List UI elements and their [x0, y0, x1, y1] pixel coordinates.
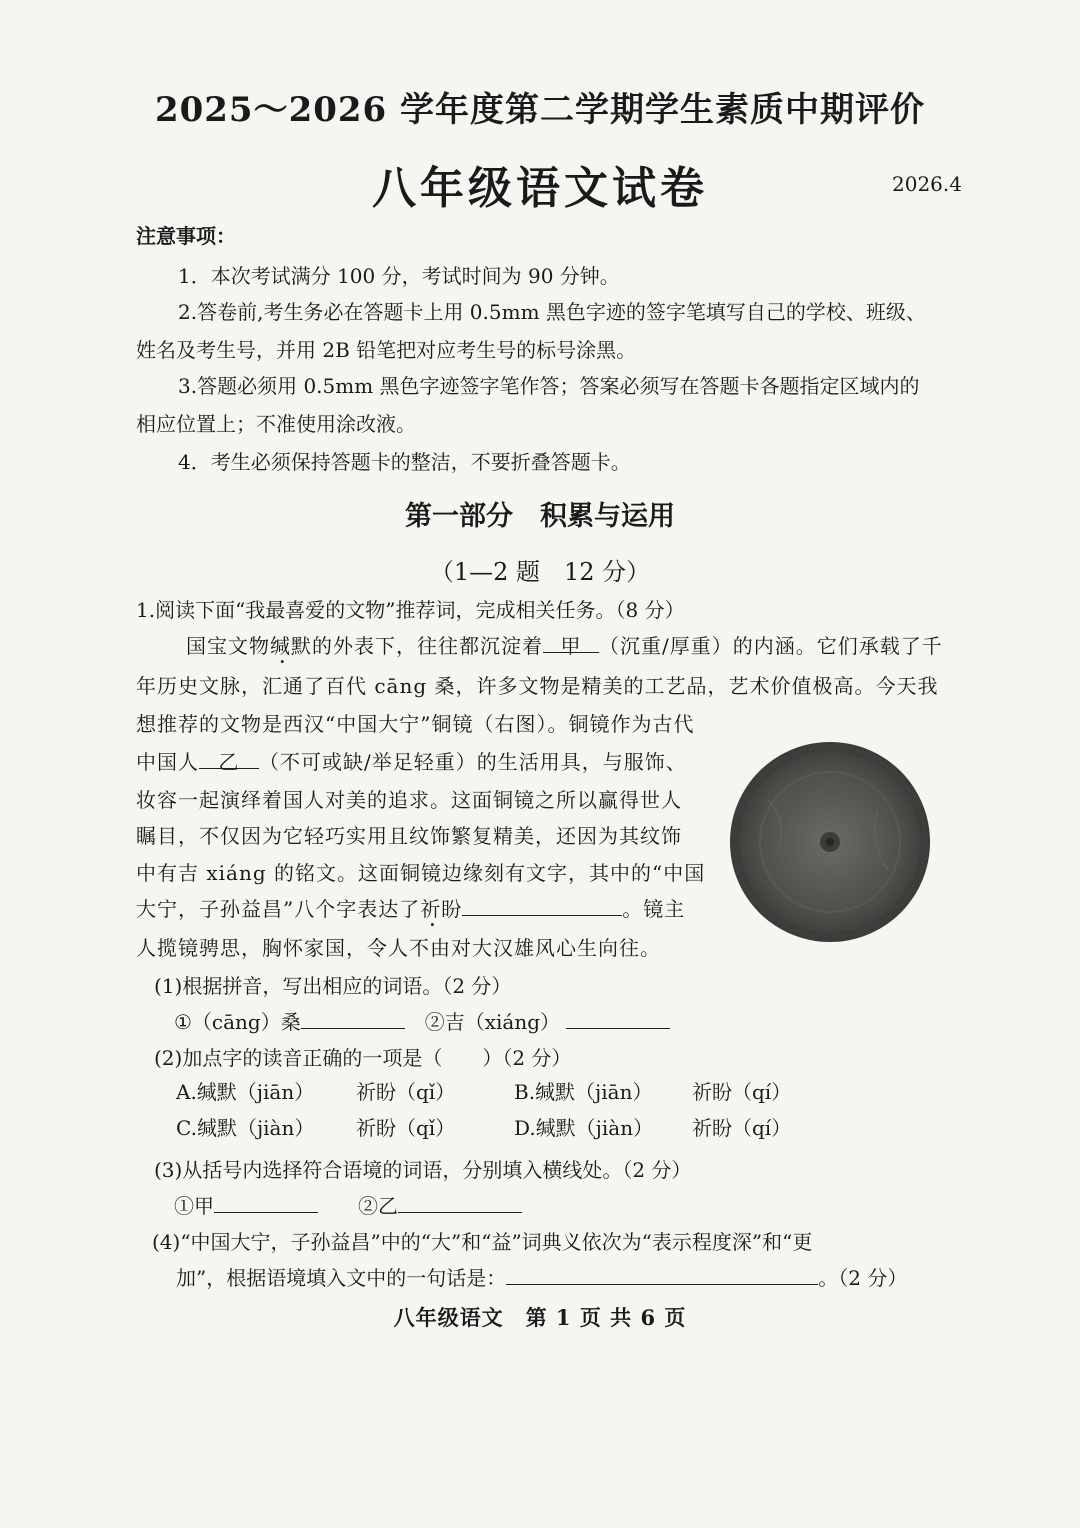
note-item-2b: 姓名及考生号，并用 2B 铅笔把对应考生号的标号涂黑。: [136, 338, 637, 362]
note-item-4: 4．考生必须保持答题卡的整洁，不要折叠答题卡。: [178, 450, 631, 474]
section-subtitle: （1—2 题 12 分）: [429, 558, 651, 586]
note-item-2a: 2.答卷前,考生务必在答题卡上用 0.5mm 黑色字迹的签字笔填写自己的学校、班级、: [178, 300, 926, 324]
sub-question-4-line1: (4)“中国大宁，子孙益昌”中的“大”和“益”词典义依次为“表示程度深”和“更: [152, 1230, 813, 1254]
passage-text: 盼: [441, 897, 463, 921]
passage-line-1: [186, 630, 943, 659]
passage-line-4: [136, 746, 687, 775]
bronze-mirror-image: [728, 740, 932, 944]
sub1-label-b: ②吉（xiáng）: [424, 1010, 561, 1034]
sub-question-1: (1)根据拼音，写出相应的词语。（2 分）: [154, 974, 512, 998]
sub-question-4-line2: [176, 1262, 907, 1291]
answer-blank-yi[interactable]: [398, 1190, 522, 1213]
passage-line-9: 人揽镜骋思，胸怀家国，令人不由对大汉雄风心生向往。: [136, 936, 661, 960]
sub3-label-jia: ①甲: [174, 1194, 214, 1218]
section-title: 第一部分 积累与运用: [405, 501, 675, 532]
sub3-label-yi: ②乙: [358, 1194, 398, 1218]
passage-text: 国宝文物: [186, 634, 270, 658]
option-b-word2: 祈盼（qí）: [692, 1080, 792, 1104]
note-item-1: 1．本次考试满分 100 分，考试时间为 90 分钟。: [178, 264, 620, 288]
sub-question-3: (3)从括号内选择符合语境的词语，分别填入横线处。（2 分）: [154, 1158, 692, 1182]
option-d-word1[interactable]: D.缄默（jiàn）: [514, 1116, 654, 1140]
option-b-word1[interactable]: B.缄默（jiān）: [514, 1080, 653, 1104]
sub-question-2: (2)加点字的读音正确的一项是（ ）（2 分）: [154, 1046, 572, 1070]
passage-text: 中国人: [136, 750, 199, 774]
option-c-word2: 祈盼（qǐ）: [356, 1116, 456, 1140]
passage-line-7: 中有吉 xiáng 的铭文。这面铜镜边缘刻有文字，其中的“中国: [136, 861, 706, 885]
note-item-3b: 相应位置上；不准使用涂改液。: [136, 412, 416, 436]
passage-line-6: 瞩目，不仅因为它轻巧实用且纹饰繁复精美，还因为其纹饰: [136, 824, 682, 848]
answer-blank-jia[interactable]: [214, 1190, 318, 1213]
option-a-word2: 祈盼（qǐ）: [356, 1080, 456, 1104]
option-d-word2: 祈盼（qí）: [692, 1116, 792, 1140]
exam-date: 2026.4: [892, 172, 962, 196]
passage-line-8: [136, 893, 685, 922]
blank-wish[interactable]: [462, 893, 622, 916]
passage-text: 大宁，子孙益昌”八个字表达了: [136, 897, 421, 921]
option-c-word1[interactable]: C.缄默（jiàn）: [176, 1116, 315, 1140]
question-1-prompt: 1.阅读下面“我最喜爱的文物”推荐词，完成相关任务。（8 分）: [136, 598, 685, 622]
answer-blank-jixiang[interactable]: [566, 1006, 670, 1029]
passage-text: 默的外表下，往往都沉淀着: [291, 634, 543, 658]
sub-question-3-line: [174, 1190, 522, 1219]
passage-line-2: 年历史文脉，汇通了百代 cāng 桑，许多文物是精美的工艺品，艺术价值极高。今天我: [136, 674, 939, 698]
sub4-text: 加”，根据语境填入文中的一句话是：: [176, 1266, 507, 1290]
option-a-word1[interactable]: A.缄默（jiān）: [176, 1080, 315, 1104]
answer-blank-cangsang[interactable]: [301, 1006, 405, 1029]
exam-title-line2: 八年级语文试卷: [372, 163, 708, 214]
answer-blank-sentence[interactable]: [506, 1262, 818, 1285]
sub4-score: 。（2 分）: [818, 1266, 908, 1290]
passage-line-3: 想推荐的文物是西汉“中国大宁”铜镜（右图）。铜镜作为古代: [136, 712, 695, 736]
dotted-char: 祈: [420, 897, 442, 921]
sub-question-1-line: [174, 1006, 670, 1035]
blank-jia[interactable]: 甲: [543, 630, 599, 653]
passage-text: 。镜主: [622, 897, 686, 921]
sub1-label-a: ①（cāng）桑: [174, 1010, 301, 1034]
page-footer: 八年级语文 第 1 页 共 6 页: [393, 1305, 687, 1330]
blank-yi[interactable]: 乙: [199, 746, 259, 769]
note-item-3a: 3.答题必须用 0.5mm 黑色字迹签字笔作答；答案必须写在答题卡各题指定区域内的: [178, 374, 920, 398]
passage-line-5: 妆容一起演绎着国人对美的追求。这面铜镜之所以赢得世人: [136, 788, 682, 812]
passage-text: （沉重/厚重）的内涵。它们承载了千: [599, 634, 943, 658]
dotted-char: 缄: [270, 634, 291, 658]
exam-title-line1: 2025～2026 学年度第二学期学生素质中期评价: [154, 90, 926, 130]
notes-heading: 注意事项：: [136, 224, 236, 248]
passage-text: （不可或缺/举足轻重）的生活用具，与服饰、: [259, 750, 687, 774]
